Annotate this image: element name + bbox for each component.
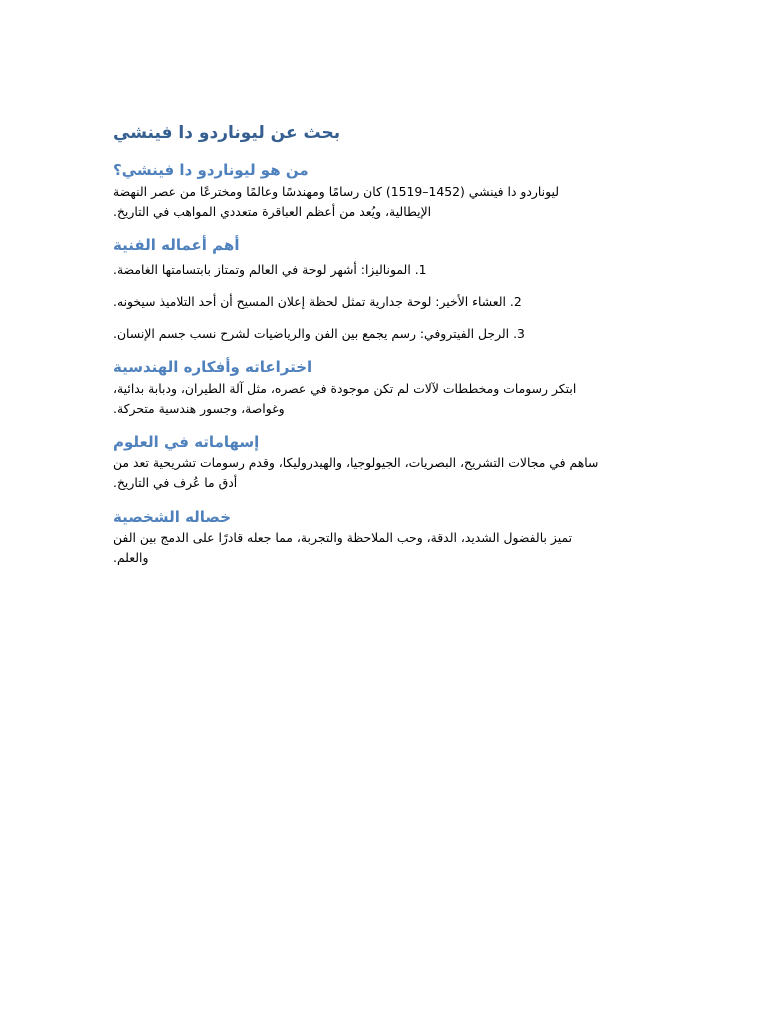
paragraph-line: ليوناردو دا فينشي (1452–1519) كان رسامًا ومهندسًا وعالمًا ومخترعًا من عصر النهضة (113, 184, 560, 199)
list-item: 2. العشاء الأخير: لوحة جدارية تمثل لحظة إعلان المسيح أن أحد التلاميذ سيخونه. (113, 294, 522, 309)
paragraph-line: أدق ما عُرف في التاريخ. (113, 475, 238, 490)
section-heading: أهم أعماله الفنية (113, 236, 240, 254)
document-title: بحث عن ليوناردو دا فينشي (113, 123, 341, 143)
section-heading: خصاله الشخصية (113, 508, 232, 526)
numbered-list (113, 260, 658, 344)
paragraph-line: الإيطالية، ويُعد من أعظم العباقرة متعددي المواهب في التاريخ. (113, 204, 432, 219)
section-who-is-leonardo (113, 159, 658, 222)
list-item: 3. الرجل الفيتروفي: رسم يجمع بين الفن والرياضيات لشرح نسب جسم الإنسان. (113, 326, 525, 341)
list-item: 1. الموناليزا: أشهر لوحة في العالم وتمتاز بابتسامتها الغامضة. (113, 262, 427, 277)
section-paragraph (113, 182, 658, 222)
section-heading: من هو ليوناردو دا فينشي؟ (113, 161, 309, 179)
paragraph-line: ساهم في مجالات التشريح، البصريات، الجيولوجيا، والهيدروليكا، وقدم رسومات تشريحية تعد من (113, 455, 599, 470)
section-paragraph (113, 453, 658, 493)
section-heading: إسهاماته في العلوم (113, 433, 260, 451)
paragraph-line: والعلم. (113, 550, 149, 565)
section-heading: اختراعاته وأفكاره الهندسية (113, 358, 313, 376)
section-artworks (113, 234, 658, 344)
paragraph-line: وغواصة، وجسور هندسية متحركة. (113, 401, 285, 416)
paragraph-line: تميز بالفضول الشديد، الدقة، وحب الملاحظة والتجربة، مما جعله قادرًا على الدمج بين الفن (113, 530, 573, 545)
document-body (113, 118, 658, 568)
section-personal-traits (113, 506, 658, 568)
section-science (113, 431, 658, 493)
section-paragraph (113, 528, 658, 568)
section-inventions (113, 356, 658, 419)
paragraph-line: ابتكر رسومات ومخططات لآلات لم تكن موجودة في عصره، مثل آلة الطيران، ودبابة بدائية، (113, 381, 577, 396)
section-paragraph (113, 379, 658, 419)
